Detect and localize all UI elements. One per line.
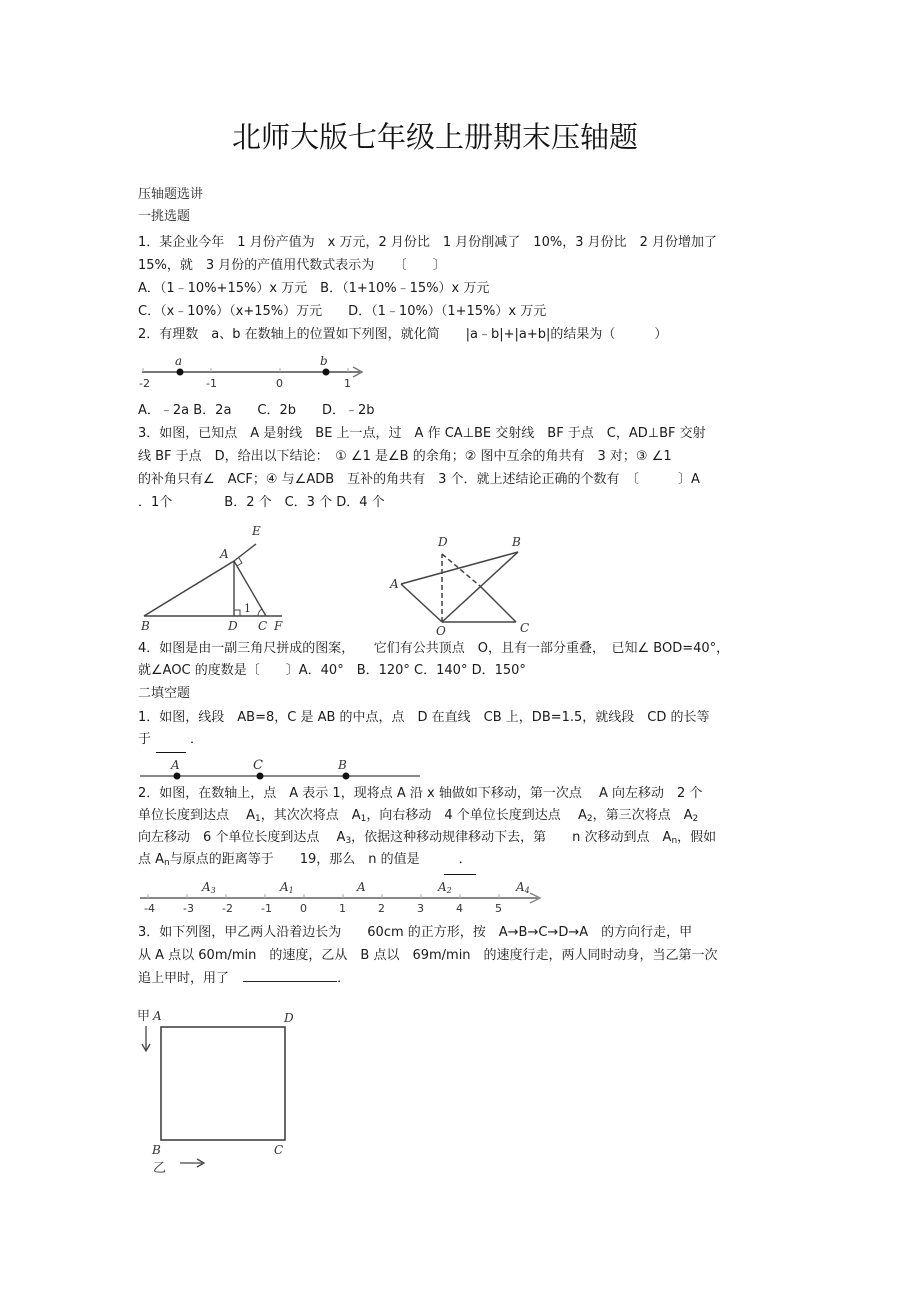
- text: 单位长度到达点 A: [138, 808, 256, 823]
- tick-label: 5: [495, 902, 502, 915]
- fill-q3-line1: 3．如下列图，甲乙两人沿着边长为 60cm 的正方形，按 A→B→C→D→A 的方向行走，甲: [138, 925, 693, 940]
- label-a: A: [390, 577, 399, 591]
- label-b: B: [141, 619, 150, 633]
- line-ao: [401, 584, 442, 622]
- tick-label: -2: [222, 902, 233, 915]
- section-heading-choice: 一挑选题: [138, 209, 191, 224]
- label-a3: A3: [202, 880, 216, 895]
- text: ，假如: [677, 830, 717, 845]
- subtitle: 压轴题选讲: [138, 187, 204, 202]
- label-a: A: [171, 758, 180, 772]
- text: 追上甲时，用了: [138, 971, 230, 986]
- ray-ae: [234, 544, 256, 561]
- section-heading-fill: 二填空题: [138, 686, 191, 701]
- text: ，向右移动 4 个单位长度到达点 A: [366, 808, 587, 823]
- label-c: C: [520, 621, 530, 635]
- tick-label: 1: [344, 377, 351, 390]
- point-b: [343, 773, 350, 780]
- tick-label: 0: [276, 377, 283, 390]
- document-title: 北师大版七年级上册期末压轴题: [231, 120, 638, 154]
- text: ，第三次将点 A: [592, 808, 693, 823]
- choice-q2-options: A．﹣2a B．2a C．2b D．﹣2b: [138, 403, 375, 418]
- fill-q2-line3: [138, 829, 716, 846]
- point-a: [177, 369, 184, 376]
- label-c: C: [274, 1143, 284, 1157]
- choice-q3-line4: ．1个 B．2 个 C．3 个 D．4 个: [138, 495, 385, 510]
- tick-label: 2: [378, 902, 385, 915]
- text: 向左移动 6 个单位长度到达点 A: [138, 830, 346, 845]
- tick-label: -1: [206, 377, 217, 390]
- label-o: O: [436, 624, 446, 638]
- choice-q4-line1: 4．如图是由一副三角尺拼成的图案， 它们有公共顶点 O，且有一部分重叠， 已知∠ BOD=40°，: [138, 641, 730, 656]
- point-b-label: b: [320, 354, 328, 368]
- choice-q1-options-ab: A．（1﹣10%+15%）x 万元 B．（1+10%﹣15%）x 万元: [138, 281, 490, 296]
- answer-blank-line: [156, 752, 186, 753]
- tick-label: -3: [183, 902, 194, 915]
- label-f: F: [274, 619, 283, 633]
- tick-label: -1: [261, 902, 272, 915]
- label-a: A: [220, 547, 229, 561]
- label-jia: 甲: [137, 1009, 151, 1024]
- figure-set-squares: [388, 526, 548, 638]
- choice-q2-line1: 2．有理数 a、b 在数轴上的位置如下列图，就化简 |a﹣b|+|a+b|的结果为（ ）: [138, 327, 668, 342]
- figure-square-path: [136, 1004, 306, 1176]
- fill-q1-line2: 于 ．: [138, 732, 204, 747]
- line-ba: [144, 561, 234, 616]
- label-angle-1: 1: [244, 602, 251, 615]
- point-b: [323, 369, 330, 376]
- text: ．: [337, 971, 351, 986]
- subscript: 3: [345, 836, 352, 846]
- arrow-down-icon: [142, 1026, 150, 1051]
- label-a1: A1: [280, 880, 294, 895]
- number-line-q2: [138, 350, 378, 398]
- subscript: n: [164, 858, 170, 868]
- angle-1-arc: [258, 609, 262, 616]
- label-d: D: [228, 619, 238, 633]
- subscript: 2: [586, 814, 593, 824]
- tick-label: -4: [144, 902, 155, 915]
- line-dc-dashed: [442, 554, 480, 586]
- tick-label: 4: [456, 902, 463, 915]
- figure-triangle-abc: [138, 522, 288, 634]
- label-d: D: [284, 1011, 294, 1025]
- label-a2: A2: [438, 880, 452, 895]
- text: ，依据这种移动规律移动下去，第 n 次移动到点 A: [351, 830, 672, 845]
- choice-q1-options-cd: C．（x﹣10%）（x+15%）万元 D．（1﹣10%）（1+15%）x 万元: [138, 304, 547, 319]
- label-d: D: [438, 535, 448, 549]
- right-angle-a: [237, 558, 242, 566]
- text: 点 A: [138, 852, 165, 867]
- line-dc: [480, 586, 516, 622]
- label-a4: A4: [516, 880, 530, 895]
- label-b: B: [152, 1143, 161, 1157]
- tick-label: 3: [417, 902, 424, 915]
- choice-q1-line2: 15%，就 3 月份的产值用代数式表示为 〔 〕: [138, 258, 446, 273]
- fill-q3-line2: 从 A 点以 60m/min 的速度，乙从 B 点以 69m/min 的速度行走，两人同时动身，当乙第一次: [138, 948, 718, 963]
- number-line-q2-fill: [138, 876, 548, 920]
- square: [161, 1027, 285, 1140]
- point-a-label: a: [175, 354, 183, 368]
- label-b: B: [512, 535, 521, 549]
- fill-q1-line1: 1．如图，线段 AB=8，C 是 AB 的中点，点 D 在直线 CB 上，DB=1.5，就线段 CD 的长等: [138, 710, 710, 725]
- subscript: 2: [692, 814, 699, 824]
- point-a: [174, 773, 181, 780]
- choice-q3-line2: 线 BF 于点 D，给出以下结论： ① ∠1 是∠B 的余角；② 图中互余的角共有 3 对；③ ∠1: [138, 449, 672, 464]
- text: 与原点的距离等于 19，那么 n 的值是 ．: [169, 852, 472, 867]
- point-c: [257, 773, 264, 780]
- subscript: n: [671, 836, 678, 846]
- right-angle-d: [234, 610, 240, 616]
- choice-q4-line2: 就∠AOC 的度数是〔 〕A．40° B．120° C．140° D．150°: [138, 663, 526, 678]
- choice-q3-line1: 3．如图，已知点 A 是射线 BE 上一点，过 A 作 CA⊥BE 交射线 BF 于点 C，AD⊥BF 交射: [138, 426, 706, 441]
- tick-label: 1: [339, 902, 346, 915]
- text: ，其次次将点 A: [260, 808, 361, 823]
- tick-label: 0: [300, 902, 307, 915]
- label-a: A: [153, 1009, 162, 1023]
- subscript: 1: [360, 814, 367, 824]
- choice-q1-line1: 1．某企业今年 1 月份产值为 x 万元，2 月份比 1 月份削减了 10%，3 月份比 2 月份增加了: [138, 235, 718, 250]
- segment-figure-q1: [138, 754, 428, 782]
- label-c: C: [258, 619, 268, 633]
- fill-q2-line1: 2．如图，在数轴上，点 A 表示 1，现将点 A 沿 x 轴做如下移动，第一次点 A 向左移动 2 个: [138, 786, 703, 801]
- tick-label: -2: [139, 377, 150, 390]
- answer-blank-line: [444, 874, 476, 875]
- subscript: 1: [255, 814, 261, 824]
- label-e: E: [252, 524, 261, 538]
- fill-q3-line3: [138, 970, 350, 987]
- label-c: C: [253, 758, 263, 773]
- label-yi: 乙: [153, 1161, 167, 1176]
- fill-q2-line2: [138, 807, 698, 824]
- fill-q2-line4: [138, 851, 472, 868]
- label-b: B: [338, 758, 347, 772]
- label-a: A: [357, 880, 366, 894]
- arrow-right-icon: [180, 1159, 204, 1167]
- answer-blank: [243, 981, 337, 982]
- choice-q3-line3: 的补角只有∠ ACF；④ 与∠ADB 互补的角共有 3 个．就上述结论正确的个数有 〔 〕A: [138, 472, 700, 487]
